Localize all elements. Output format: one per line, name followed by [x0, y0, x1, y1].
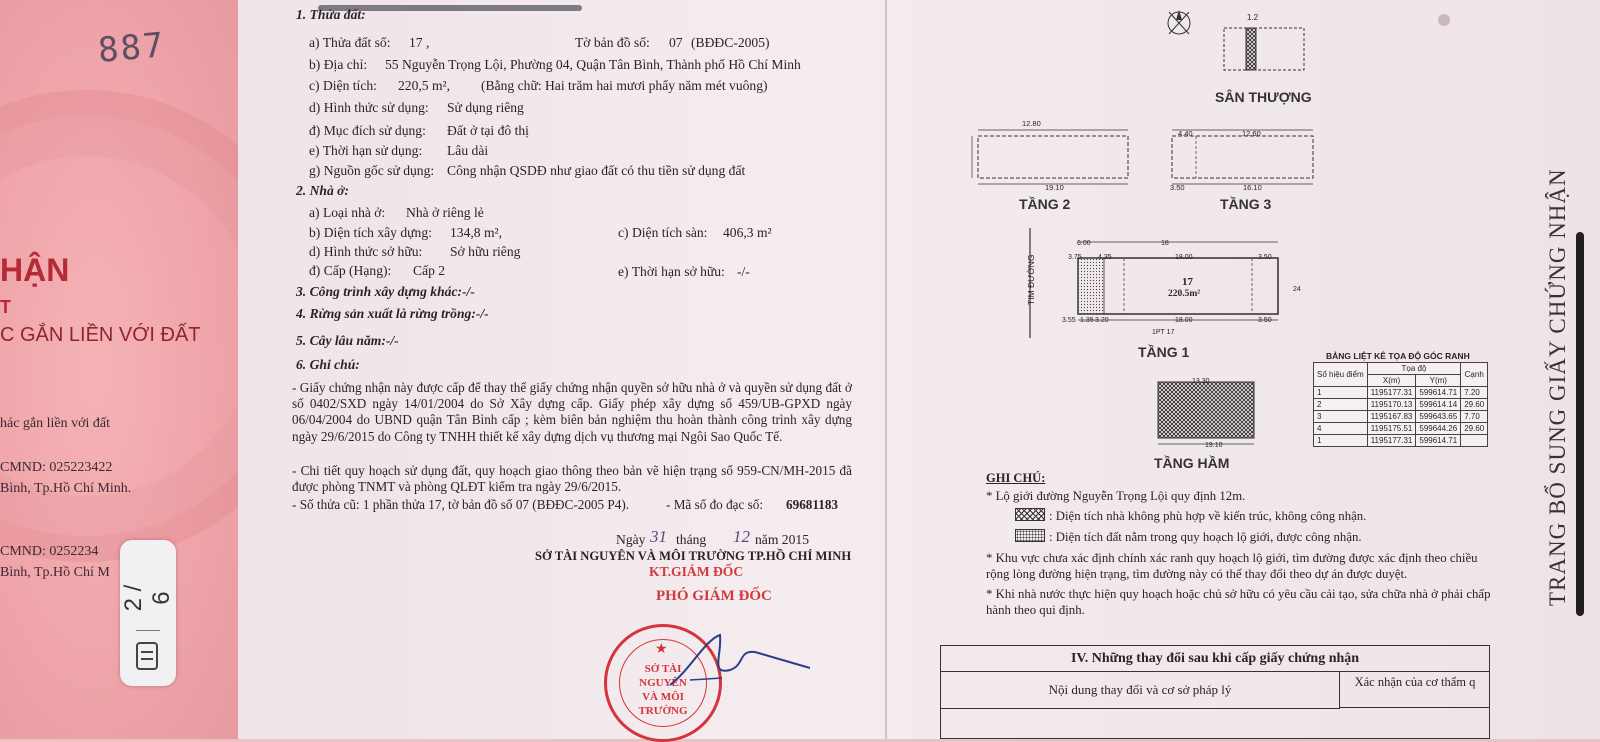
legend-heading: GHI CHÚ:: [986, 471, 1046, 485]
parcel-number: 17: [1182, 276, 1193, 288]
floor3-label: TẦNG 3: [1220, 196, 1272, 212]
own-form-value: Sở hữu riêng: [450, 244, 521, 259]
changes-col-confirm: Xác nhận của cơ thẩm q: [1340, 672, 1490, 708]
date-month-label: tháng: [676, 532, 707, 547]
page-counter-badge[interactable]: [120, 540, 176, 686]
legend-item-3: : Diện tích đất nằm trong quy hoạch lộ giới, được công nhận.: [1049, 530, 1362, 544]
cover-subtitle-fragment: C GẮN LIỀN VỚI ĐẤT: [0, 324, 201, 346]
floor-area-value: 406,3 m²: [723, 225, 772, 240]
f1-bot-e: 3.50: [1258, 317, 1272, 324]
col-y: Y(m): [1416, 375, 1461, 387]
f3-top-dim-a: 4.40: [1178, 129, 1193, 138]
changes-col-content: Nội dung thay đổi và cơ sở pháp lý: [941, 672, 1340, 709]
f1-dim-b: 18: [1161, 240, 1169, 247]
f1-dim-a: 6.00: [1077, 240, 1091, 247]
roof-plan: [1218, 20, 1313, 80]
f2-top-dim: 12.80: [1022, 119, 1041, 128]
changes-heading: IV. Những thay đổi sau khi cấp giấy chứng nhận: [941, 646, 1489, 672]
grade-label: đ) Cấp (Hạng):: [309, 263, 392, 278]
signature: [660, 630, 820, 700]
origin-label: g) Nguồn gốc sử dụng:: [309, 163, 435, 178]
cover-cmnd-2: CMND: 0252234: [0, 544, 99, 559]
note-2: - Chi tiết quy hoạch sử dụng đất, quy hoạch giao thông theo bản vẽ hiện trạng số 959-CN/MH-2015 đã được phòng TNMT và phòng QLĐT kiểm tra ngày 29/6/2015.: [292, 463, 852, 495]
cover-line: hác gắn liền với đất: [0, 416, 111, 431]
col-coord: Tọa độ: [1367, 363, 1461, 375]
origin-value: Công nhận QSDĐ như giao đất có thu tiền sử dụng đất: [447, 163, 746, 178]
col-point: Số hiệu điểm: [1314, 363, 1368, 387]
page-counter: 2 / 6: [120, 584, 175, 612]
date-year: năm 2015: [755, 532, 809, 547]
floor1-label: TẦNG 1: [1138, 344, 1190, 360]
date-month: 12: [733, 527, 750, 546]
section1-heading: 1. Thửa đất:: [296, 7, 366, 22]
grade-value: Cấp 2: [413, 263, 446, 278]
section4-heading: 4. Rừng sản xuất là rừng trồng:-/-: [296, 306, 489, 321]
section5-heading: 5. Cây lâu năm:-/-: [296, 333, 399, 348]
cover-address-1: Bình, Tp.Hồ Chí Minh.: [0, 481, 132, 496]
date-day-label: Ngày: [616, 532, 646, 547]
address-value: 55 Nguyễn Trọng Lội, Phường 04, Quận Tân Bình, Thành phố Hồ Chí Minh: [385, 57, 801, 72]
seal-text: SỞ TÀI NGUYÊN VÀ MÔI TRƯỜNG: [638, 663, 688, 717]
f2-bottom-dim: 19.10: [1045, 183, 1064, 192]
side-vertical-title: TRANG BỔ SUNG GIẤY CHỨNG NHẬN: [1545, 168, 1570, 606]
map-sheet-label: Tờ bản đồ số:: [575, 35, 650, 50]
legend-item-4: * Khu vực chưa xác định chính xác ranh quy hoạch lộ giới, tìm đường được xác định theo chiều rộng lòng đường hiện trạng, tìm đường này có thể thay đổi theo dự án được duyệt.: [986, 551, 1478, 581]
basement-label: TẦNG HẦM: [1154, 455, 1230, 471]
purpose-label: đ) Mục đích sử dụng:: [309, 123, 426, 138]
coord-table-title: BẢNG LIỆT KÊ TỌA ĐỘ GÓC RANH: [1326, 351, 1470, 361]
note-3-right-label: - Mã số đo đạc số:: [666, 497, 764, 512]
document-icon[interactable]: [136, 642, 158, 670]
floor-area-label: c) Diện tích sàn:: [618, 225, 708, 240]
roof-dim: 1.2: [1247, 13, 1259, 22]
area-label: c) Diện tích:: [309, 78, 377, 93]
house-type-value: Nhà ở riêng lẻ: [406, 205, 484, 220]
table-row: 1 1195177.31 599614.71: [1314, 435, 1488, 447]
table-row: 3 1195167.83 599643.65 7.70: [1314, 411, 1488, 423]
col-edge: Cạnh: [1461, 363, 1488, 387]
handwritten-number: 887: [96, 25, 168, 71]
legend-item-2: : Diện tích nhà không phù hợp về kiến trúc, không công nhận.: [1049, 509, 1367, 523]
f1-bot-c: 3.20: [1095, 317, 1109, 324]
star-icon: ★: [655, 642, 668, 657]
compass-icon: [1163, 6, 1195, 40]
own-form-label: d) Hình thức sở hữu:: [309, 244, 423, 259]
agency-name: SỞ TÀI NGUYÊN VÀ MÔI TRƯỜNG TP.HỒ CHÍ MINH: [535, 549, 852, 563]
cover-address-2: Bình, Tp.Hồ Chí M: [0, 565, 110, 580]
roof-label: SÂN THƯỢNG: [1215, 89, 1312, 105]
bm-top-dim: 13.30: [1192, 378, 1210, 385]
note-3-left: - Số thửa cũ: 1 phần thửa 17, tờ bản đồ số 07 (BĐĐC-2005 P4).: [292, 497, 630, 512]
purpose-value: Đất ở tại đô thị: [447, 123, 529, 138]
term-value: Lâu dài: [447, 143, 489, 158]
map-sheet-note: (BĐĐC-2005): [691, 35, 770, 50]
table-row: 2 1195170.13 599614.14 29.60: [1314, 399, 1488, 411]
cover-cmnd-1: CMND: 025223422: [0, 460, 113, 475]
note-1: - Giấy chứng nhận này được cấp để thay thế giấy chứng nhận quyền sở hữu nhà ở và quyền sử dụng đất ở số 0402/SXD ngày 14/01/2004 do Sở Xây dựng cấp. Giấy phép xây dựng số 459/UB-GPXD ngày 06/04/2004 do UBND quận Tân Bình cấp ; kèm biên bản nghiệm thu hoàn thành công trình xây dựng ngày 29/6/2015 do Công ty TNHH thiết kế xây dựng dịch vụ thương mại Ngôi Sao Quốc Tế.: [292, 380, 852, 444]
build-area-value: 134,8 m²,: [450, 225, 503, 240]
f1-dim-d: 4.35: [1098, 254, 1112, 261]
col-x: X(m): [1367, 375, 1416, 387]
f3-top-dim-b: 12.60: [1242, 129, 1261, 138]
address-label: b) Địa chỉ:: [309, 57, 368, 72]
date-day: 31: [650, 527, 667, 546]
own-term-label: e) Thời hạn sở hữu:: [618, 264, 725, 279]
f1-dim-f: 3.50: [1258, 254, 1272, 261]
map-sheet-value: 07: [669, 35, 683, 50]
use-form-label: d) Hình thức sử dụng:: [309, 100, 429, 115]
term-label: e) Thời hạn sử dụng:: [309, 143, 423, 158]
divider: [136, 630, 160, 631]
for-director: KT.GIÁM ĐỐC: [649, 564, 744, 579]
f1-bot-a: 3.55: [1062, 317, 1076, 324]
changes-table: [940, 645, 1490, 739]
deputy-title: PHÓ GIÁM ĐỐC: [656, 588, 772, 604]
street-label: TIM ĐƯỜNG: [1026, 254, 1036, 305]
page-edge-marker: [1576, 232, 1584, 616]
house-type-label: a) Loại nhà ở:: [309, 205, 386, 220]
survey-code: 69681183: [786, 497, 839, 512]
f1-dim-c: 3.75: [1068, 254, 1082, 261]
build-area-label: b) Diện tích xây dựng:: [309, 225, 432, 240]
dots-swatch: [1015, 529, 1045, 542]
f3-bottom-dim-a: 3.50: [1170, 183, 1185, 192]
section3-heading: 3. Công trình xây dựng khác:-/-: [296, 284, 475, 299]
f1-right-dim: 24: [1293, 286, 1301, 293]
hatch-swatch: [1015, 508, 1045, 521]
cover-title-fragment: HẬN: [0, 252, 70, 288]
floor2-label: TẦNG 2: [1019, 196, 1071, 212]
table-row: 4 1195175.51 599644.26 29.60: [1314, 423, 1488, 435]
left-cover-page: [0, 0, 238, 739]
cover-title-fragment-2: T: [0, 297, 11, 317]
parcel-area-label: 220.5m²: [1168, 289, 1201, 299]
table-row: 1 1195177.31 599614.71 7.20: [1314, 387, 1488, 399]
bm-bottom-dim: 19.10: [1205, 442, 1223, 449]
area-words: (Bằng chữ: Hai trăm hai mươi phẩy năm mét vuông): [481, 78, 768, 93]
section2-heading: 2. Nhà ở:: [296, 183, 349, 198]
legend-item-1: * Lộ giới đường Nguyễn Trọng Lội quy định 12m.: [986, 489, 1246, 503]
coordinate-table: [1313, 362, 1488, 447]
area-value: 220,5 m²,: [398, 78, 451, 93]
f1-dim-e: 18.00: [1175, 254, 1193, 261]
page-fold: [885, 0, 887, 739]
own-term-value: -/-: [737, 264, 750, 279]
pin-icon: [1438, 14, 1450, 26]
section6-heading: 6. Ghi chú:: [296, 357, 360, 372]
parcel-label: a) Thửa đất số:: [309, 35, 391, 50]
f3-bottom-dim-b: 16.10: [1243, 183, 1262, 192]
parcel-value: 17 ,: [409, 35, 430, 50]
f1-bot-b: 1.35: [1080, 317, 1094, 324]
f1-bot-d: 18.00: [1175, 317, 1193, 324]
legend-item-5: * Khi nhà nước thực hiện quy hoạch hoặc chủ sở hữu có yêu cầu cải tạo, sửa chữa nhà ở phải chấp hành theo qui định.: [986, 587, 1491, 617]
f1-plot-label: 1PT 17: [1152, 329, 1175, 336]
use-form-value: Sử dụng riêng: [447, 100, 524, 115]
